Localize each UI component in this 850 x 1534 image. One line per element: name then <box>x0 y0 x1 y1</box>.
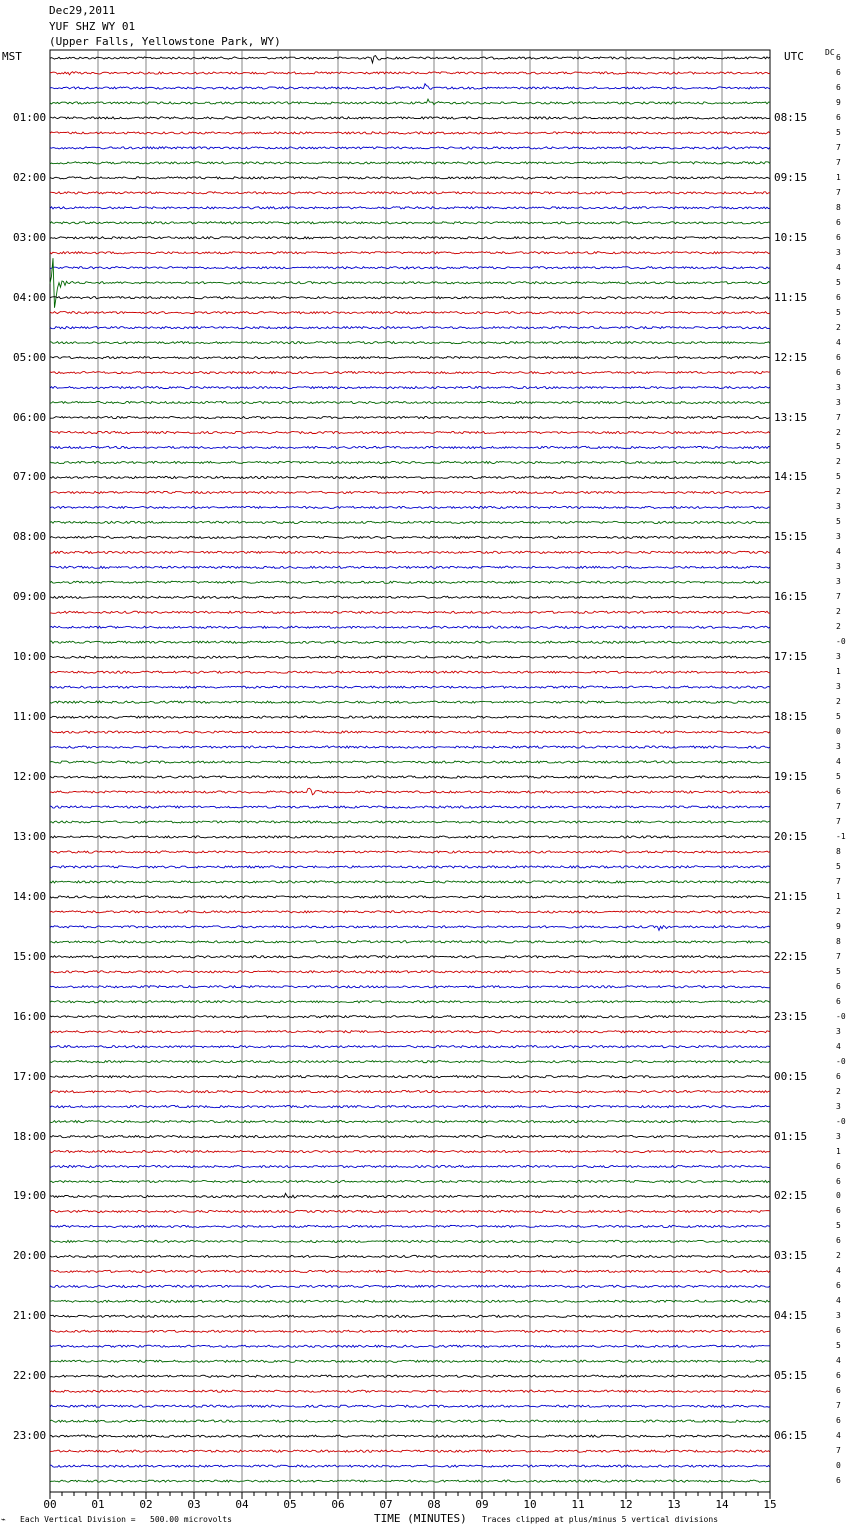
right-hour-label: 12:15 <box>774 350 808 364</box>
x-tick-label: 02 <box>139 1498 153 1511</box>
trace-43 <box>50 701 770 703</box>
right-hour-label: 03:15 <box>774 1249 808 1263</box>
trace-89 <box>50 1390 770 1392</box>
right-hour-label: 21:15 <box>774 889 808 903</box>
dc-offset-label: 2 <box>836 457 841 467</box>
right-hour-label: 09:15 <box>774 170 808 184</box>
dc-offset-label: 2 <box>836 427 841 437</box>
trace-65 <box>50 1031 770 1033</box>
dc-offset-label: 5 <box>836 1341 841 1351</box>
trace-3 <box>50 99 770 105</box>
dc-offset-label: 4 <box>836 1296 841 1306</box>
trace-9 <box>50 192 770 194</box>
dc-offset-label: 6 <box>836 1416 841 1426</box>
left-hour-label: 16:00 <box>13 1009 47 1023</box>
trace-45 <box>50 731 770 733</box>
trace-86 <box>50 1345 770 1347</box>
dc-offset-label: 3 <box>836 652 841 662</box>
dc-offset-label: 7 <box>836 187 841 197</box>
right-hour-label: 11:15 <box>774 290 808 304</box>
trace-67 <box>50 1061 770 1063</box>
trace-33 <box>50 551 770 553</box>
trace-20 <box>50 357 770 359</box>
trace-66 <box>50 1046 770 1048</box>
trace-74 <box>50 1165 770 1167</box>
dc-offset-label: 9 <box>836 921 841 931</box>
dc-offset-label: 3 <box>836 577 841 587</box>
trace-27 <box>50 461 770 463</box>
dc-offset-label: 4 <box>836 1266 841 1276</box>
dc-offset-label: 8 <box>836 936 841 946</box>
trace-84 <box>50 1315 770 1317</box>
trace-85 <box>50 1330 770 1332</box>
x-tick-label: 12 <box>619 1498 633 1511</box>
trace-26 <box>50 446 770 448</box>
trace-76 <box>50 1193 770 1198</box>
right-hour-label: 00:15 <box>774 1069 808 1083</box>
trace-61 <box>50 971 770 973</box>
dc-offset-label: 6 <box>836 1176 841 1186</box>
dc-offset-label: 7 <box>836 157 841 167</box>
dc-offset-label: 6 <box>836 1476 841 1486</box>
trace-1 <box>50 72 770 75</box>
right-hour-label: 19:15 <box>774 770 808 784</box>
dc-offset-label: 3 <box>836 382 841 392</box>
x-tick-label: 10 <box>523 1498 537 1511</box>
dc-offset-label: 6 <box>836 1281 841 1291</box>
dc-offset-label: -0 <box>836 637 846 647</box>
dc-offset-label: 4 <box>836 547 841 557</box>
left-timezone-label: MST <box>2 50 22 63</box>
x-tick-label: 06 <box>331 1498 345 1511</box>
trace-35 <box>50 581 770 583</box>
dc-offset-label: 2 <box>836 697 841 707</box>
right-hour-label: 17:15 <box>774 650 808 664</box>
dc-offset-label: 6 <box>836 1386 841 1396</box>
dc-offset-label: 6 <box>836 1206 841 1216</box>
right-hour-label: 01:15 <box>774 1129 808 1143</box>
trace-10 <box>50 207 770 209</box>
left-hour-label: 14:00 <box>13 889 47 903</box>
left-hour-label: 20:00 <box>13 1249 47 1263</box>
trace-91 <box>50 1420 770 1422</box>
dc-offset-label: 6 <box>836 82 841 92</box>
x-tick-label: 01 <box>91 1498 105 1511</box>
dc-offset-label: 5 <box>836 712 841 722</box>
trace-88 <box>50 1375 770 1377</box>
dc-offset-label: 0 <box>836 1461 841 1471</box>
trace-47 <box>50 761 770 763</box>
right-hour-label: 22:15 <box>774 949 808 963</box>
dc-offset-label: 6 <box>836 53 841 62</box>
trace-68 <box>50 1076 770 1078</box>
x-axis-title: TIME (MINUTES) <box>374 1512 467 1525</box>
dc-offset-label: 6 <box>836 232 841 242</box>
trace-32 <box>50 536 770 538</box>
dc-offset-label: 5 <box>836 307 841 317</box>
footer-mark: ⌁ <box>1 1515 6 1524</box>
dc-offset-label: -1 <box>836 831 846 841</box>
x-tick-label: 14 <box>715 1498 729 1511</box>
left-hour-label: 10:00 <box>13 650 47 664</box>
dc-offset-label: 5 <box>836 772 841 782</box>
right-hour-label: 02:15 <box>774 1189 808 1203</box>
dc-offset-label: 6 <box>836 367 841 377</box>
trace-49 <box>50 788 770 795</box>
dc-offset-label: 2 <box>836 622 841 632</box>
trace-54 <box>50 866 770 868</box>
trace-7 <box>50 162 770 164</box>
left-hour-label: 07:00 <box>13 470 47 484</box>
x-tick-label: 11 <box>571 1498 585 1511</box>
dc-offset-label: 3 <box>836 247 841 257</box>
dc-offset-label: -0 <box>836 1056 846 1066</box>
trace-60 <box>50 956 770 958</box>
right-hour-label: 10:15 <box>774 230 808 244</box>
dc-offset-label: 4 <box>836 1431 841 1441</box>
footer-scale: Each Vertical Division = 500.00 microvolts <box>20 1515 232 1524</box>
trace-12 <box>50 237 770 239</box>
trace-69 <box>50 1091 770 1093</box>
trace-29 <box>50 491 770 493</box>
dc-offset-label: 2 <box>836 607 841 617</box>
trace-83 <box>50 1300 770 1302</box>
trace-93 <box>50 1450 770 1452</box>
trace-92 <box>50 1435 770 1437</box>
left-hour-label: 03:00 <box>13 230 47 244</box>
left-hour-label: 23:00 <box>13 1429 47 1443</box>
dc-offset-label: 1 <box>836 891 841 901</box>
trace-80 <box>50 1255 770 1257</box>
trace-62 <box>50 986 770 988</box>
dc-offset-label: 7 <box>836 802 841 811</box>
dc-offset-label: 4 <box>836 1041 841 1051</box>
trace-44 <box>50 716 770 718</box>
dc-offset-label: 5 <box>836 277 841 287</box>
trace-63 <box>50 1001 770 1003</box>
trace-87 <box>50 1360 770 1362</box>
trace-42 <box>50 686 770 688</box>
header-location: (Upper Falls, Yellowstone Park, WY) <box>49 35 281 48</box>
right-hour-label: 05:15 <box>774 1369 808 1383</box>
x-tick-label: 13 <box>667 1498 681 1511</box>
trace-46 <box>50 746 770 748</box>
x-tick-label: 07 <box>379 1498 393 1511</box>
trace-15 <box>50 258 770 308</box>
dc-offset-label: 6 <box>836 112 841 122</box>
dc-offset-label: 3 <box>836 682 841 692</box>
dc-offset-label: 6 <box>836 1071 841 1081</box>
trace-13 <box>50 252 770 254</box>
left-hour-label: 21:00 <box>13 1309 47 1323</box>
dc-offset-label: 6 <box>836 292 841 302</box>
dc-offset-label: 7 <box>836 592 841 602</box>
dc-offset-label: 2 <box>836 487 841 497</box>
right-hour-label: 20:15 <box>774 829 808 843</box>
left-hour-label: 17:00 <box>13 1069 47 1083</box>
dc-offset-label: 7 <box>836 1446 841 1456</box>
left-hour-label: 09:00 <box>13 590 47 604</box>
right-hour-label: 23:15 <box>774 1009 808 1023</box>
trace-78 <box>50 1225 770 1227</box>
dc-offset-label: 2 <box>836 322 841 332</box>
trace-34 <box>50 566 770 568</box>
dc-offset-label: 4 <box>836 1356 841 1366</box>
trace-79 <box>50 1240 770 1242</box>
trace-37 <box>50 611 770 613</box>
trace-53 <box>50 851 770 853</box>
trace-70 <box>50 1106 770 1108</box>
dc-offset-label: 2 <box>836 906 841 916</box>
dc-offset-label: 1 <box>836 1146 841 1156</box>
dc-offset-label: 5 <box>836 966 841 976</box>
trace-81 <box>50 1270 770 1272</box>
left-hour-label: 11:00 <box>13 710 47 724</box>
trace-55 <box>50 881 770 883</box>
dc-offset-label: 6 <box>836 67 841 77</box>
left-hour-label: 06:00 <box>13 410 47 424</box>
right-hour-label: 14:15 <box>774 470 808 484</box>
dc-offset-label: 3 <box>836 562 841 572</box>
header-station: YUF SHZ WY 01 <box>49 20 136 33</box>
trace-14 <box>50 267 770 269</box>
trace-57 <box>50 911 770 913</box>
trace-73 <box>50 1150 770 1152</box>
left-hour-label: 02:00 <box>13 170 47 184</box>
trace-17 <box>50 312 770 314</box>
dc-offset-label: 2 <box>836 1086 841 1096</box>
footer-clip-note: Traces clipped at plus/minus 5 vertical divisions <box>482 1515 719 1524</box>
trace-48 <box>50 776 770 778</box>
left-hour-label: 01:00 <box>13 110 47 124</box>
trace-4 <box>50 117 770 119</box>
x-tick-label: 00 <box>43 1498 57 1511</box>
dc-offset-label: 4 <box>836 757 841 767</box>
right-hour-label: 04:15 <box>774 1309 808 1323</box>
right-hour-label: 13:15 <box>774 410 808 424</box>
trace-40 <box>50 656 770 658</box>
dc-offset-label: 8 <box>836 202 841 212</box>
left-hour-label: 13:00 <box>13 829 47 843</box>
dc-offset-label: 6 <box>836 352 841 362</box>
trace-19 <box>50 342 770 344</box>
trace-22 <box>50 386 770 388</box>
dc-offset-label: 7 <box>836 142 841 152</box>
right-hour-label: 15:15 <box>774 530 808 544</box>
dc-offset-label: 6 <box>836 996 841 1006</box>
trace-58 <box>50 926 770 931</box>
x-tick-label: 09 <box>475 1498 489 1511</box>
dc-offset-label: -0 <box>836 1116 846 1126</box>
trace-64 <box>50 1016 770 1018</box>
trace-5 <box>50 132 770 134</box>
dc-offset-label: 7 <box>836 412 841 422</box>
dc-offset-label: 6 <box>836 981 841 991</box>
dc-offset-label: 7 <box>836 951 841 961</box>
trace-25 <box>50 431 770 433</box>
dc-offset-label: 2 <box>836 1251 841 1261</box>
dc-offset-label: 4 <box>836 262 841 272</box>
dc-offset-label: 5 <box>836 517 841 527</box>
dc-offset-label: 5 <box>836 442 841 452</box>
dc-offset-label: 6 <box>836 787 841 797</box>
dc-offset-label: 8 <box>836 846 841 856</box>
dc-label: DC <box>825 48 835 57</box>
right-timezone-label: UTC <box>784 50 804 63</box>
dc-offset-label: 3 <box>836 1101 841 1111</box>
trace-71 <box>50 1120 770 1122</box>
dc-offset-label: 1 <box>836 172 841 182</box>
left-hour-label: 22:00 <box>13 1369 47 1383</box>
trace-36 <box>50 596 770 598</box>
trace-6 <box>50 147 770 149</box>
dc-offset-label: 7 <box>836 876 841 886</box>
dc-offset-label: 5 <box>836 127 841 137</box>
dc-offset-label: 3 <box>836 532 841 542</box>
plot-frame <box>50 50 770 1492</box>
left-hour-label: 04:00 <box>13 290 47 304</box>
trace-2 <box>50 84 770 90</box>
dc-offset-label: 6 <box>836 1371 841 1381</box>
trace-75 <box>50 1180 770 1182</box>
trace-39 <box>50 641 770 643</box>
x-tick-label: 05 <box>283 1498 297 1511</box>
dc-offset-label: 4 <box>836 337 841 347</box>
trace-94 <box>50 1465 770 1467</box>
dc-offset-label: 5 <box>836 472 841 482</box>
dc-offset-label: 3 <box>836 1311 841 1321</box>
trace-77 <box>50 1210 770 1212</box>
trace-72 <box>50 1135 770 1137</box>
left-hour-label: 08:00 <box>13 530 47 544</box>
dc-offset-label: 0 <box>836 727 841 737</box>
trace-30 <box>50 506 770 508</box>
dc-offset-label: 9 <box>836 97 841 107</box>
dc-offset-label: 3 <box>836 397 841 407</box>
trace-31 <box>50 521 770 523</box>
trace-21 <box>50 371 770 373</box>
dc-offset-label: 0 <box>836 1191 841 1201</box>
dc-offset-label: 6 <box>836 1326 841 1336</box>
x-tick-label: 15 <box>763 1498 777 1511</box>
trace-28 <box>50 476 770 478</box>
trace-90 <box>50 1405 770 1407</box>
trace-51 <box>50 821 770 823</box>
dc-offset-label: 5 <box>836 1221 841 1231</box>
dc-offset-label: 1 <box>836 667 841 677</box>
trace-18 <box>50 327 770 329</box>
trace-8 <box>50 177 770 179</box>
trace-56 <box>50 896 770 898</box>
left-hour-label: 19:00 <box>13 1189 47 1203</box>
dc-offset-label: 6 <box>836 1236 841 1246</box>
trace-50 <box>50 806 770 808</box>
x-tick-label: 03 <box>187 1498 201 1511</box>
trace-95 <box>50 1480 770 1482</box>
dc-offset-label: 6 <box>836 217 841 227</box>
dc-offset-label: 3 <box>836 1131 841 1141</box>
trace-23 <box>50 401 770 403</box>
trace-38 <box>50 626 770 628</box>
trace-24 <box>50 416 770 418</box>
dc-offset-label: 3 <box>836 502 841 512</box>
header-date: Dec29,2011 <box>49 4 116 17</box>
left-hour-label: 18:00 <box>13 1129 47 1143</box>
dc-offset-label: 3 <box>836 742 841 752</box>
dc-offset-label: 6 <box>836 1161 841 1171</box>
trace-16 <box>50 297 770 299</box>
right-hour-label: 18:15 <box>774 710 808 724</box>
dc-offset-label: 3 <box>836 1026 841 1036</box>
dc-offset-label: -0 <box>836 1011 846 1021</box>
dc-offset-label: 7 <box>836 1401 841 1411</box>
trace-41 <box>50 671 770 673</box>
left-hour-label: 12:00 <box>13 770 47 784</box>
trace-82 <box>50 1285 770 1287</box>
trace-0 <box>50 56 770 63</box>
trace-52 <box>50 836 770 838</box>
trace-59 <box>50 941 770 943</box>
x-tick-label: 04 <box>235 1498 249 1511</box>
right-hour-label: 08:15 <box>774 110 808 124</box>
left-hour-label: 05:00 <box>13 350 47 364</box>
dc-offset-label: 7 <box>836 816 841 826</box>
right-hour-label: 16:15 <box>774 590 808 604</box>
right-hour-label: 06:15 <box>774 1429 808 1443</box>
left-hour-label: 15:00 <box>13 949 47 963</box>
x-tick-label: 08 <box>427 1498 441 1511</box>
trace-11 <box>50 222 770 224</box>
dc-offset-label: 5 <box>836 861 841 871</box>
